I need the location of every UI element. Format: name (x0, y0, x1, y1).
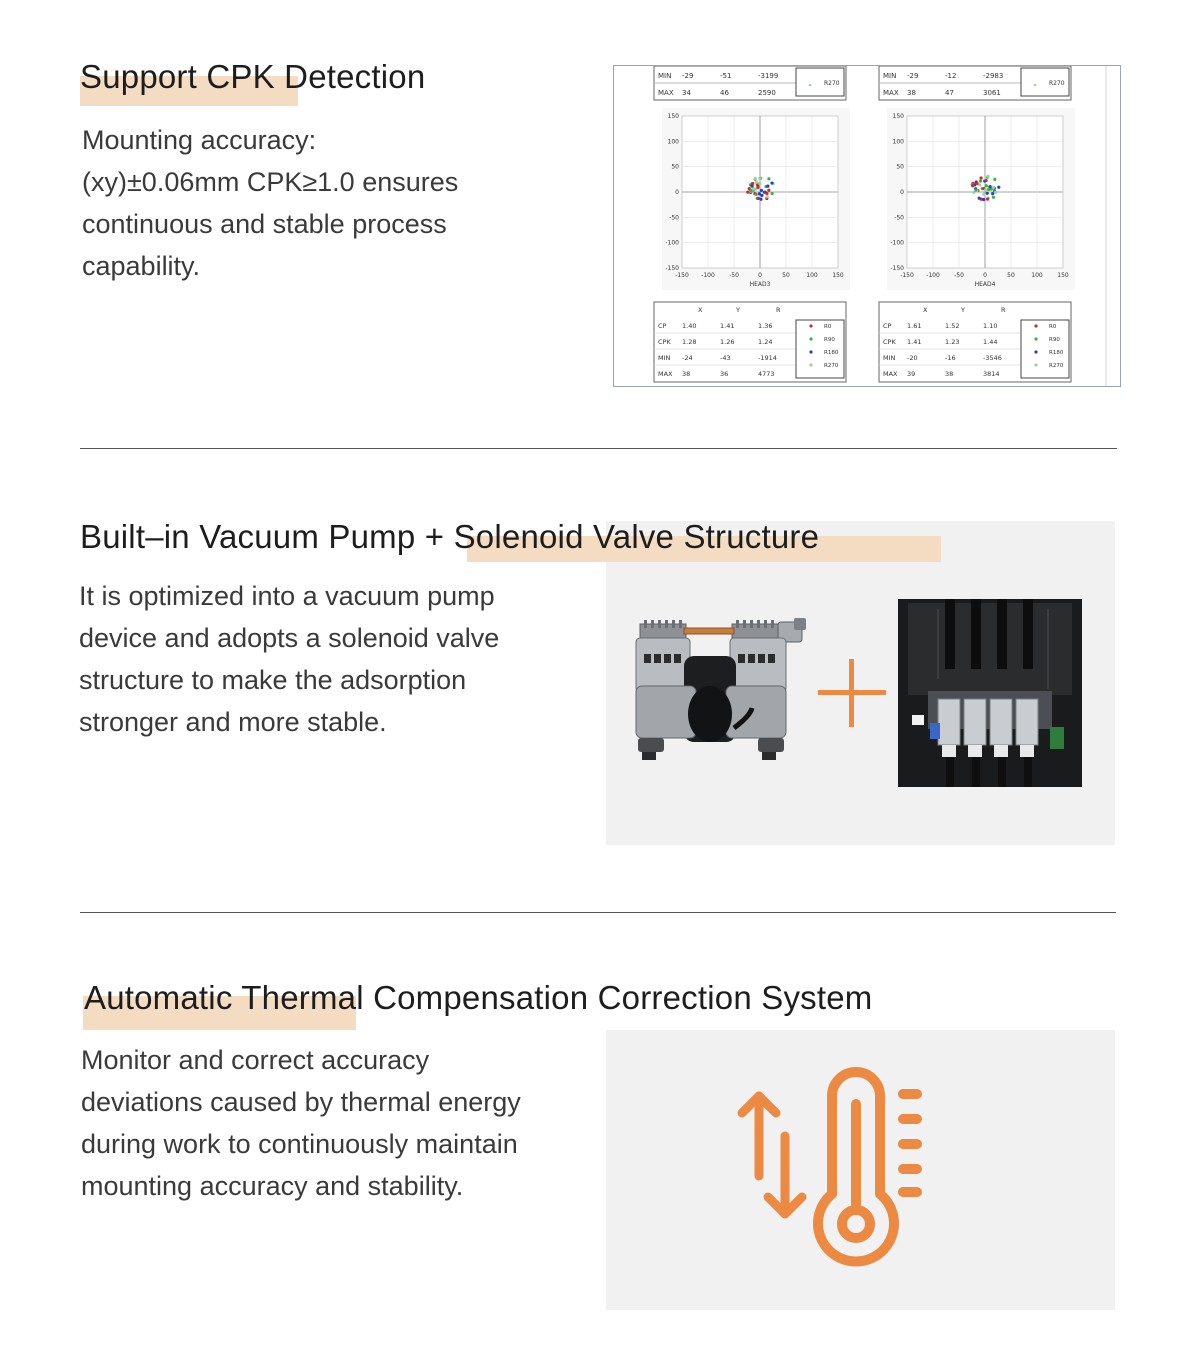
stat-cell: MIN (883, 72, 897, 80)
legend-label: R90 (824, 337, 835, 343)
stat-cell: -29 (907, 72, 919, 80)
data-point (746, 191, 749, 194)
y-tick-label: 50 (671, 163, 679, 171)
table-cell: CP (883, 322, 892, 330)
data-point (986, 197, 989, 200)
legend-marker (1034, 350, 1037, 353)
vacuum-pump-image (634, 616, 810, 766)
legend-marker (1034, 363, 1037, 366)
data-point (986, 175, 989, 178)
table-cell: MIN (658, 354, 671, 362)
data-point (760, 194, 763, 197)
table-cell: 3814 (983, 370, 1000, 378)
table-cell: 39 (907, 370, 916, 378)
table-cell: MIN (883, 354, 896, 362)
table-cell: 1.41 (907, 338, 922, 346)
legend-marker (809, 84, 812, 87)
y-tick-label: 0 (675, 189, 679, 196)
section-title-thermal: Automatic Thermal Compensation Correction System (84, 979, 873, 1016)
x-tick-label: -150 (675, 272, 689, 279)
legend-label: R270 (1049, 363, 1064, 369)
legend-marker (1034, 337, 1037, 340)
x-tick-label: 50 (782, 272, 790, 279)
text-line: device and adopts a solenoid valve (79, 623, 500, 653)
table-cell: 1.24 (758, 338, 773, 346)
cpk-table-2 (879, 302, 1071, 382)
data-point (755, 181, 758, 184)
section-divider (80, 448, 1117, 449)
stat-cell: -3199 (758, 72, 779, 80)
data-point (757, 197, 760, 200)
section-divider (80, 912, 1116, 913)
text-line: Mounting accuracy: (82, 125, 317, 155)
table-header-cell: Y (961, 306, 965, 314)
legend-label: R180 (824, 350, 839, 356)
stat-cell: MAX (658, 89, 674, 97)
data-point (982, 198, 985, 201)
data-point (756, 186, 759, 189)
table-header-cell: Y (736, 306, 740, 314)
data-point (758, 182, 761, 185)
text-line: structure to make the adsorption (79, 665, 467, 695)
text-line: (xy)±0.06mm CPK≥1.0 ensures (82, 167, 459, 197)
data-point (978, 183, 981, 186)
data-point (767, 189, 770, 192)
data-point (993, 178, 996, 181)
section-title-vacuum: Built–in Vacuum Pump + Solenoid Valve Structure (80, 518, 820, 555)
x-axis-label: HEAD4 (974, 281, 996, 288)
data-point (986, 192, 989, 195)
text-line: It is optimized into a vacuum pump (79, 581, 495, 611)
y-tick-label: -100 (890, 239, 904, 247)
stat-cell: 38 (907, 89, 916, 97)
plus-icon (816, 657, 888, 729)
stat-cell: -29 (682, 72, 694, 80)
text-line: mounting accuracy and stability. (81, 1171, 464, 1201)
table-cell: 1.28 (682, 338, 697, 346)
stat-cell: 2590 (758, 89, 776, 97)
table-cell: -43 (720, 354, 731, 362)
table-cell: 38 (682, 370, 691, 378)
data-point (770, 181, 773, 184)
section-title-cpk: Support CPK Detection (80, 58, 426, 95)
y-tick-label: -150 (890, 265, 904, 272)
scatter-chart-2 (887, 108, 1075, 290)
x-tick-label: -100 (701, 272, 715, 279)
legend-label: R0 (824, 324, 832, 330)
text-line: continuous and stable process (82, 209, 447, 239)
data-point (766, 195, 769, 198)
table-header-cell: X (698, 306, 703, 314)
data-point (975, 182, 978, 185)
cpk-description (82, 119, 458, 287)
vacuum-description (79, 575, 499, 743)
cpk-table-1 (654, 302, 846, 382)
table-cell: -24 (682, 354, 693, 362)
top-stat-box-1 (654, 66, 846, 100)
data-point (997, 186, 1000, 189)
table-cell: CPK (658, 338, 671, 346)
y-tick-label: 50 (896, 163, 904, 171)
legend-label: R270 (824, 363, 839, 369)
legend-label: R270 (1049, 80, 1065, 87)
cpk-report-image (613, 65, 1121, 387)
table-cell: 1.23 (945, 338, 960, 346)
stat-cell: 3061 (983, 89, 1001, 97)
data-point (771, 192, 774, 195)
legend-marker (1034, 84, 1037, 87)
data-point (984, 188, 987, 191)
table-cell: -3546 (983, 354, 1002, 362)
legend-label: R0 (1049, 324, 1057, 330)
table-cell: 1.41 (720, 322, 735, 330)
x-tick-label: -100 (926, 272, 940, 279)
text-line: Monitor and correct accuracy (81, 1045, 430, 1075)
data-point (974, 188, 977, 191)
table-cell: 1.44 (983, 338, 998, 346)
legend-label: R90 (1049, 337, 1060, 343)
legend-label: R180 (1049, 350, 1064, 356)
x-tick-label: 50 (1007, 272, 1015, 279)
text-line: capability. (82, 251, 201, 281)
text-line: during work to continuously maintain (81, 1129, 518, 1159)
data-point (767, 177, 770, 180)
x-tick-label: -50 (729, 272, 739, 279)
table-cell: 1.61 (907, 322, 922, 330)
thermometer-icon (812, 1064, 928, 1272)
data-point (985, 184, 988, 187)
x-tick-label: 0 (983, 272, 987, 279)
cpk-report-svg (614, 66, 1120, 386)
table-cell: -16 (945, 354, 956, 362)
data-point (978, 197, 981, 200)
y-tick-label: 0 (900, 189, 904, 196)
x-tick-label: 150 (832, 272, 844, 279)
stat-cell: -12 (945, 72, 957, 80)
data-point (751, 182, 754, 185)
table-cell: 36 (720, 370, 729, 378)
legend-marker (809, 324, 812, 327)
data-point (754, 177, 757, 180)
table-cell: 1.40 (682, 322, 697, 330)
x-tick-label: 0 (758, 272, 762, 279)
data-point (992, 196, 995, 199)
table-cell: 1.36 (758, 322, 773, 330)
y-tick-label: -50 (669, 214, 679, 222)
table-cell: 1.26 (720, 338, 735, 346)
data-point (989, 185, 992, 188)
table-cell: 1.52 (945, 322, 960, 330)
table-cell: MAX (658, 370, 673, 378)
data-point (982, 193, 985, 196)
data-point (760, 189, 763, 192)
stat-cell: -2983 (983, 72, 1004, 80)
table-header-cell: R (776, 306, 781, 314)
y-tick-label: 100 (667, 138, 679, 146)
table-cell: -20 (907, 354, 918, 362)
y-tick-label: 150 (667, 113, 679, 120)
data-point (763, 191, 766, 194)
text-line: stronger and more stable. (79, 707, 387, 737)
data-point (992, 186, 995, 189)
stat-cell: MIN (658, 72, 672, 80)
scatter-chart-1 (662, 108, 850, 290)
x-tick-label: 150 (1057, 272, 1069, 279)
data-point (979, 176, 982, 179)
legend-marker (809, 363, 812, 366)
data-point (971, 184, 974, 187)
stat-cell: -51 (720, 72, 732, 80)
legend-marker (809, 337, 812, 340)
text-line: deviations caused by thermal energy (81, 1087, 521, 1117)
stat-cell: 47 (945, 89, 954, 97)
x-tick-label: -50 (954, 272, 964, 279)
y-tick-label: -150 (665, 265, 679, 272)
data-point (766, 184, 769, 187)
data-point (985, 179, 988, 182)
x-tick-label: 100 (806, 272, 818, 279)
table-header-cell: X (923, 306, 928, 314)
x-tick-label: 100 (1031, 272, 1043, 279)
table-cell: 4773 (758, 370, 775, 378)
table-header-cell: R (1001, 306, 1006, 314)
table-cell: MAX (883, 370, 898, 378)
y-tick-label: -100 (665, 239, 679, 247)
x-tick-label: -150 (900, 272, 914, 279)
data-point (994, 191, 997, 194)
legend-label: R270 (824, 80, 840, 87)
table-cell: CP (658, 322, 667, 330)
data-point (749, 189, 752, 192)
legend-box (796, 320, 844, 378)
up-down-arrows-icon (734, 1086, 810, 1226)
x-axis-label: HEAD3 (749, 281, 771, 288)
legend-marker (809, 350, 812, 353)
data-point (987, 188, 990, 191)
y-tick-label: 100 (892, 138, 904, 146)
data-point (758, 177, 761, 180)
y-tick-label: -50 (894, 214, 904, 222)
data-point (979, 180, 982, 183)
solenoid-valve-image (898, 599, 1082, 787)
y-tick-label: 150 (892, 113, 904, 120)
top-stat-box-2 (879, 66, 1071, 100)
stat-cell: MAX (883, 89, 899, 97)
table-cell: 38 (945, 370, 954, 378)
stat-cell: 34 (682, 89, 691, 97)
table-cell: 1.10 (983, 322, 998, 330)
stat-cell: 46 (720, 89, 729, 97)
legend-box (1021, 320, 1069, 378)
data-point (755, 193, 758, 196)
table-cell: CPK (883, 338, 896, 346)
legend-marker (1034, 324, 1037, 327)
table-cell: -1914 (758, 354, 777, 362)
thermal-description (81, 1039, 521, 1207)
